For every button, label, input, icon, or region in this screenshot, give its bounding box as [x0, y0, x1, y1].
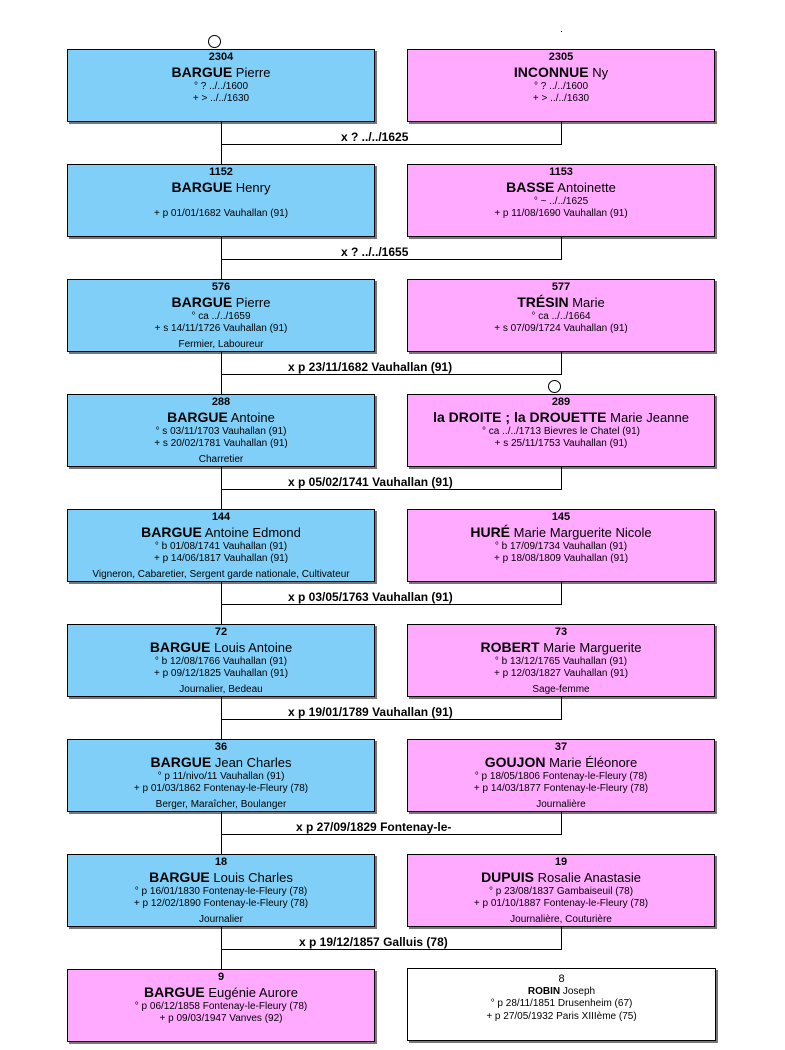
person-box-2305[interactable] — [407, 49, 715, 122]
sosa-number: 19 — [554, 856, 568, 868]
marriage-label: x p 19/01/1789 Vauhallan (91) — [288, 705, 453, 719]
death-event: + p 01/03/1862 Fontenay-le-Fleury (78) — [133, 783, 309, 795]
given-names: Marie Jeanne — [610, 410, 689, 426]
occupation: Journalière, Couturière — [510, 913, 612, 925]
person-name — [408, 64, 714, 81]
marriage-label: x ? ../../1625 — [341, 130, 409, 144]
marker-circle — [548, 380, 561, 393]
death-event: + p 14/03/1877 Fontenay-le-Fleury (78) — [473, 783, 649, 795]
surname: BARGUE — [150, 754, 212, 771]
given-names: Jean Charles — [214, 755, 292, 771]
person-name — [408, 524, 714, 541]
sosa-number: 576 — [211, 281, 231, 293]
sosa-number: 9 — [217, 971, 225, 983]
marriage-line — [221, 834, 562, 835]
sosa-number: 8 — [558, 973, 565, 985]
surname: la DROITE ; la DROUETTE — [433, 409, 607, 426]
person-name — [408, 409, 714, 426]
surname: BARGUE — [167, 409, 228, 426]
surname: BARGUE — [171, 294, 233, 311]
death-event: + > ../../1630 — [192, 93, 250, 105]
birth-event: ° ? ../../1600 — [533, 81, 589, 93]
spouse-line — [561, 582, 562, 604]
given-names: Louis Charles — [213, 870, 293, 886]
sosa-number: 18 — [214, 856, 228, 868]
marker-circle — [208, 35, 221, 48]
birth-event: ° ~ ../../1625 — [533, 196, 589, 208]
surname: INCONNUE — [513, 64, 589, 81]
marriage-line — [221, 374, 562, 375]
person-name — [408, 639, 714, 656]
marriage-label: x p 03/05/1763 Vauhallan (91) — [288, 590, 453, 604]
spouse-line — [561, 352, 562, 374]
marriage-label: x p 19/12/1857 Galluis (78) — [299, 935, 448, 949]
birth-event: ° p 06/12/1858 Fontenay-le-Fleury (78) — [134, 1001, 308, 1013]
spouse-line — [561, 122, 562, 144]
sosa-number: 289 — [551, 396, 571, 408]
person-name — [408, 294, 714, 311]
occupation: Berger, Maraîcher, Boulanger — [155, 798, 287, 810]
birth-event: ° ca ../../1713 Bievres le Chatel (91) — [482, 426, 640, 438]
birth-event: ° s 03/11/1703 Vauhallan (91) — [155, 426, 287, 438]
person-name — [68, 524, 374, 541]
marriage-label: x p 27/09/1829 Fontenay-le- — [296, 820, 452, 834]
given-names: Ny — [592, 65, 609, 81]
death-event: + s 07/09/1724 Vauhallan (91) — [494, 323, 628, 335]
death-event: + p 12/02/1890 Fontenay-le-Fleury (78) — [133, 898, 309, 910]
death-event: + s 20/02/1781 Vauhallan (91) — [154, 438, 288, 450]
death-event: + p 12/03/1827 Vauhallan (91) — [493, 668, 629, 680]
occupation: Sage-femme — [532, 683, 590, 695]
sosa-number: 73 — [554, 626, 568, 638]
person-name — [68, 869, 374, 886]
birth-event: ° ca ../../1659 — [191, 311, 251, 323]
sosa-number: 1152 — [209, 166, 233, 178]
sosa-number: 72 — [214, 626, 228, 638]
person-name — [408, 986, 715, 998]
person-box-577[interactable] — [407, 279, 715, 352]
person-box-8[interactable] — [407, 968, 716, 1041]
surname: DUPUIS — [481, 869, 534, 886]
marriage-label: x p 05/02/1741 Vauhallan (91) — [288, 475, 453, 489]
death-event: + p 11/08/1690 Vauhallan (91) — [494, 208, 628, 220]
surname: BARGUE — [144, 984, 205, 1001]
given-names: Antoine Edmond — [204, 525, 301, 541]
occupation: Charretier — [198, 453, 244, 465]
birth-event: ° p 23/08/1837 Gambaiseuil (78) — [488, 886, 634, 898]
given-names: Louis Antoine — [214, 640, 293, 656]
surname: TRÉSIN — [517, 294, 569, 311]
death-event: + p 18/08/1809 Vauhallan (91) — [493, 553, 629, 565]
birth-event: ° p 16/01/1830 Fontenay-le-Fleury (78) — [134, 886, 308, 898]
sosa-number: 144 — [211, 511, 231, 523]
given-names: Marie — [572, 295, 605, 311]
person-box-288[interactable] — [67, 394, 375, 467]
death-event: + p 27/05/1932 Paris XIIIème (75) — [486, 1010, 637, 1022]
sosa-number: 145 — [551, 511, 571, 523]
death-event: + p 14/06/1817 Vauhallan (91) — [153, 553, 289, 565]
person-name — [408, 869, 714, 886]
marker-dot — [561, 31, 562, 32]
person-box-576[interactable] — [67, 279, 375, 352]
person-box-2304[interactable] — [67, 49, 375, 122]
marriage-line — [221, 144, 562, 145]
marriage-line — [221, 604, 562, 605]
death-event: + p 09/03/1947 Vanves (92) — [159, 1013, 283, 1025]
surname: BARGUE — [149, 869, 210, 886]
surname: BASSE — [506, 179, 555, 196]
sosa-number: 1153 — [549, 166, 573, 178]
spouse-line — [561, 237, 562, 259]
given-names: Antoine — [230, 410, 275, 426]
marriage-line — [221, 489, 562, 490]
person-box-1153[interactable] — [407, 164, 715, 237]
sosa-number: 2305 — [548, 51, 574, 63]
given-names: Pierre — [235, 65, 271, 81]
person-name — [408, 179, 714, 196]
person-name — [68, 294, 374, 311]
given-names: Antoinette — [557, 180, 616, 196]
surname: HURÉ — [470, 524, 511, 541]
given-names: Joseph — [562, 986, 596, 998]
surname: BARGUE — [141, 524, 202, 541]
given-names: Eugénie Aurore — [208, 985, 298, 1001]
sosa-number: 37 — [554, 741, 568, 753]
person-box-37[interactable] — [407, 739, 715, 812]
birth-event: ° b 12/08/1766 Vauhallan (91) — [154, 656, 288, 668]
sosa-number: 288 — [211, 396, 231, 408]
given-names: Marie Éléonore — [549, 755, 638, 771]
marriage-label: x p 23/11/1682 Vauhallan (91) — [288, 360, 453, 374]
surname: ROBERT — [480, 639, 540, 656]
given-names: Rosalie Anastasie — [537, 870, 641, 886]
person-name — [408, 754, 714, 771]
occupation: Vigneron, Cabaretier, Sergent garde nationale, Cultivateur — [92, 568, 350, 580]
person-name — [68, 409, 374, 426]
occupation: Journalier, Bedeau — [179, 683, 263, 695]
birth-event: ° ca ../../1664 — [531, 311, 591, 323]
sosa-number: 2304 — [208, 51, 234, 63]
sosa-number: 577 — [551, 281, 571, 293]
occupation: Fermier, Laboureur — [178, 338, 264, 350]
person-box-289[interactable] — [407, 394, 715, 467]
person-box-1152[interactable] — [67, 164, 375, 237]
person-name — [68, 64, 374, 81]
person-name — [68, 754, 374, 771]
occupation: Journalière — [536, 798, 586, 810]
death-event: + p 01/01/1682 Vauhallan (91) — [153, 208, 289, 220]
given-names: Marie Marguerite — [543, 640, 642, 656]
birth-event: ° p 11/nivo/11 Vauhallan (91) — [157, 771, 285, 783]
person-box-19[interactable] — [407, 854, 715, 927]
sosa-number: 36 — [214, 741, 228, 753]
person-box-145[interactable] — [407, 509, 715, 582]
marriage-label: x ? ../../1655 — [341, 245, 409, 259]
birth-event: ° b 17/09/1734 Vauhallan (91) — [494, 541, 628, 553]
given-names: Henry — [235, 180, 271, 196]
surname: BARGUE — [171, 179, 233, 196]
marriage-line — [221, 719, 562, 720]
surname: BARGUE — [149, 639, 211, 656]
death-event: + > ../../1630 — [532, 93, 590, 105]
death-event: + p 01/10/1887 Fontenay-le-Fleury (78) — [473, 898, 649, 910]
given-names: Marie Marguerite Nicole — [513, 525, 652, 541]
marriage-line — [221, 259, 562, 260]
death-event: + s 14/11/1726 Vauhallan (91) — [154, 323, 288, 335]
person-box-72[interactable] — [67, 624, 375, 697]
birth-event: ° p 18/05/1806 Fontenay-le-Fleury (78) — [474, 771, 648, 783]
person-box-18[interactable] — [67, 854, 375, 927]
person-name — [68, 984, 374, 1001]
death-event: + p 09/12/1825 Vauhallan (91) — [153, 668, 289, 680]
person-box-9[interactable] — [67, 969, 375, 1042]
given-names: Pierre — [235, 295, 271, 311]
birth-event: ° b 01/08/1741 Vauhallan (91) — [154, 541, 288, 553]
birth-event: ° ? ../../1600 — [193, 81, 249, 93]
death-event: + s 25/11/1753 Vauhallan (91) — [494, 438, 628, 450]
person-box-36[interactable] — [67, 739, 375, 812]
person-name — [68, 639, 374, 656]
surname: GOUJON — [484, 754, 546, 771]
spouse-line — [561, 697, 562, 719]
surname: ROBIN — [527, 986, 561, 998]
marriage-line — [221, 949, 562, 950]
person-box-144[interactable] — [67, 509, 375, 582]
surname: BARGUE — [171, 64, 233, 81]
person-name — [68, 179, 374, 196]
birth-event: ° p 28/11/1851 Drusenheim (67) — [490, 998, 633, 1010]
spouse-line — [561, 812, 562, 834]
birth-event: ° b 13/12/1765 Vauhallan (91) — [494, 656, 628, 668]
spouse-line — [561, 927, 562, 949]
spouse-line — [561, 467, 562, 489]
occupation: Journalier — [199, 913, 243, 925]
person-box-73[interactable] — [407, 624, 715, 697]
